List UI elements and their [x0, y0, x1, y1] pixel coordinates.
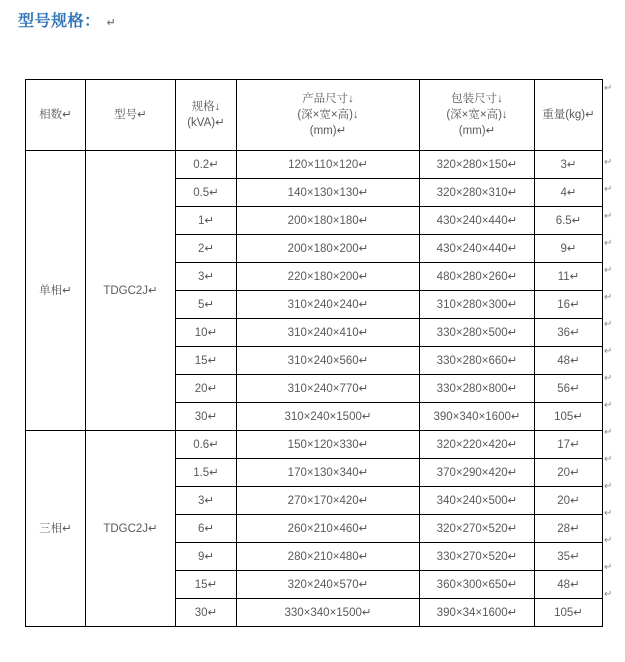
table-row	[26, 151, 603, 179]
cell-package-size: 340×240×500↵	[420, 487, 535, 515]
cell-product-size: 330×340×1500↵	[237, 599, 420, 627]
paragraph-mark-icon: ↵	[604, 292, 613, 303]
cell-kva: 1↵	[176, 207, 237, 235]
cell-weight: 20↵	[535, 487, 603, 515]
header-cell-package-size	[420, 80, 535, 151]
cell-product-size: 200×180×180↵	[237, 207, 420, 235]
paragraph-mark-icon: ↵	[604, 157, 613, 168]
cell-product-size: 220×180×200↵	[237, 263, 420, 291]
cell-product-size: 270×170×420↵	[237, 487, 420, 515]
paragraph-mark-icon: ↵	[604, 400, 613, 411]
header-cell-phase	[26, 80, 86, 151]
cell-package-size: 330×280×800↵	[420, 375, 535, 403]
cell-weight: 36↵	[535, 319, 603, 347]
paragraph-mark-icon: ↵	[106, 17, 117, 29]
cell-phase: 单相↵	[26, 151, 86, 431]
paragraph-mark-icon: ↵	[604, 83, 613, 94]
cell-package-size: 320×280×150↵	[420, 151, 535, 179]
cell-kva: 0.2↵	[176, 151, 237, 179]
cell-kva: 5↵	[176, 291, 237, 319]
cell-model: TDGC2J↵	[86, 151, 176, 431]
paragraph-mark-icon: ↵	[604, 184, 613, 195]
paragraph-mark-icon: ↵	[604, 265, 613, 276]
cell-product-size: 310×240×770↵	[237, 375, 420, 403]
cell-kva: 30↵	[176, 403, 237, 431]
cell-kva: 20↵	[176, 375, 237, 403]
cell-kva: 10↵	[176, 319, 237, 347]
specification-table	[25, 79, 603, 627]
cell-kva: 9↵	[176, 543, 237, 571]
cell-weight: 6.5↵	[535, 207, 603, 235]
cell-weight: 3↵	[535, 151, 603, 179]
cell-weight: 56↵	[535, 375, 603, 403]
paragraph-mark-icon: ↵	[604, 535, 613, 546]
paragraph-mark-icon: ↵	[604, 508, 613, 519]
cell-weight: 20↵	[535, 459, 603, 487]
header-cell-product-size-line-1: 产品尺寸↓	[302, 93, 354, 105]
cell-product-size: 150×120×330↵	[237, 431, 420, 459]
cell-product-size: 280×210×480↵	[237, 543, 420, 571]
cell-weight: 4↵	[535, 179, 603, 207]
cell-product-size: 310×240×240↵	[237, 291, 420, 319]
header-cell-weight-line-1: 重量(kg)↵	[542, 109, 595, 121]
cell-product-size: 310×240×560↵	[237, 347, 420, 375]
cell-kva: 6↵	[176, 515, 237, 543]
header-cell-kva-line-1: 规格↓	[191, 101, 221, 113]
cell-kva: 3↵	[176, 263, 237, 291]
paragraph-mark-icon: ↵	[604, 238, 613, 249]
paragraph-mark-icon: ↵	[604, 319, 613, 330]
header-cell-weight	[535, 80, 603, 151]
header-cell-phase-line-1: 相数↵	[39, 109, 72, 121]
cell-package-size: 320×270×520↵	[420, 515, 535, 543]
page-title	[18, 8, 116, 31]
cell-package-size: 430×240×440↵	[420, 235, 535, 263]
cell-product-size: 200×180×200↵	[237, 235, 420, 263]
paragraph-mark-icon: ↵	[604, 562, 613, 573]
cell-product-size: 140×130×130↵	[237, 179, 420, 207]
table-row	[26, 431, 603, 459]
header-cell-model-line-1: 型号↵	[114, 109, 147, 121]
cell-weight: 48↵	[535, 571, 603, 599]
header-cell-model	[86, 80, 176, 151]
header-cell-package-size-line-1: 包装尺寸↓	[451, 93, 503, 105]
cell-weight: 35↵	[535, 543, 603, 571]
cell-product-size: 320×240×570↵	[237, 571, 420, 599]
cell-package-size: 360×300×650↵	[420, 571, 535, 599]
paragraph-mark-icon: ↵	[604, 481, 613, 492]
cell-kva: 30↵	[176, 599, 237, 627]
cell-package-size: 370×290×420↵	[420, 459, 535, 487]
header-cell-product-size-line-3: (mm)↵	[309, 125, 347, 137]
cell-package-size: 390×34×1600↵	[420, 599, 535, 627]
cell-package-size: 310×280×300↵	[420, 291, 535, 319]
cell-package-size: 430×240×440↵	[420, 207, 535, 235]
cell-weight: 16↵	[535, 291, 603, 319]
cell-kva: 0.6↵	[176, 431, 237, 459]
cell-kva: 2↵	[176, 235, 237, 263]
cell-weight: 105↵	[535, 403, 603, 431]
paragraph-mark-icon: ↵	[604, 346, 613, 357]
cell-weight: 17↵	[535, 431, 603, 459]
paragraph-mark-icon: ↵	[604, 454, 613, 465]
cell-weight: 9↵	[535, 235, 603, 263]
header-cell-product-size-line-2: (深×宽×高)↓	[297, 109, 359, 121]
cell-weight: 48↵	[535, 347, 603, 375]
cell-weight: 11↵	[535, 263, 603, 291]
paragraph-mark-icon: ↵	[604, 373, 613, 384]
cell-model: TDGC2J↵	[86, 431, 176, 627]
cell-kva: 0.5↵	[176, 179, 237, 207]
paragraph-mark-icon: ↵	[604, 427, 613, 438]
paragraph-mark-icon: ↵	[604, 211, 613, 222]
cell-package-size: 330×280×660↵	[420, 347, 535, 375]
cell-kva: 15↵	[176, 347, 237, 375]
cell-package-size: 390×340×1600↵	[420, 403, 535, 431]
cell-weight: 105↵	[535, 599, 603, 627]
header-cell-package-size-line-3: (mm)↵	[458, 125, 496, 137]
header-cell-product-size	[237, 80, 420, 151]
header-cell-kva-line-2: (kVA)↵	[187, 117, 225, 129]
paragraph-mark-icon: ↵	[604, 589, 613, 600]
cell-kva: 15↵	[176, 571, 237, 599]
cell-product-size: 260×210×460↵	[237, 515, 420, 543]
cell-package-size: 480×280×260↵	[420, 263, 535, 291]
cell-package-size: 320×280×310↵	[420, 179, 535, 207]
cell-kva: 1.5↵	[176, 459, 237, 487]
page-title-text: 型号规格：	[18, 13, 101, 30]
header-cell-package-size-line-2: (深×宽×高)↓	[446, 109, 508, 121]
table-header-row	[26, 80, 603, 151]
cell-weight: 28↵	[535, 515, 603, 543]
cell-phase: 三相↵	[26, 431, 86, 627]
cell-package-size: 320×220×420↵	[420, 431, 535, 459]
cell-product-size: 310×240×410↵	[237, 319, 420, 347]
cell-product-size: 120×110×120↵	[237, 151, 420, 179]
cell-product-size: 310×240×1500↵	[237, 403, 420, 431]
cell-product-size: 170×130×340↵	[237, 459, 420, 487]
right-margin-paragraph-marks	[604, 79, 624, 608]
cell-package-size: 330×280×500↵	[420, 319, 535, 347]
cell-package-size: 330×270×520↵	[420, 543, 535, 571]
header-cell-kva	[176, 80, 237, 151]
cell-kva: 3↵	[176, 487, 237, 515]
